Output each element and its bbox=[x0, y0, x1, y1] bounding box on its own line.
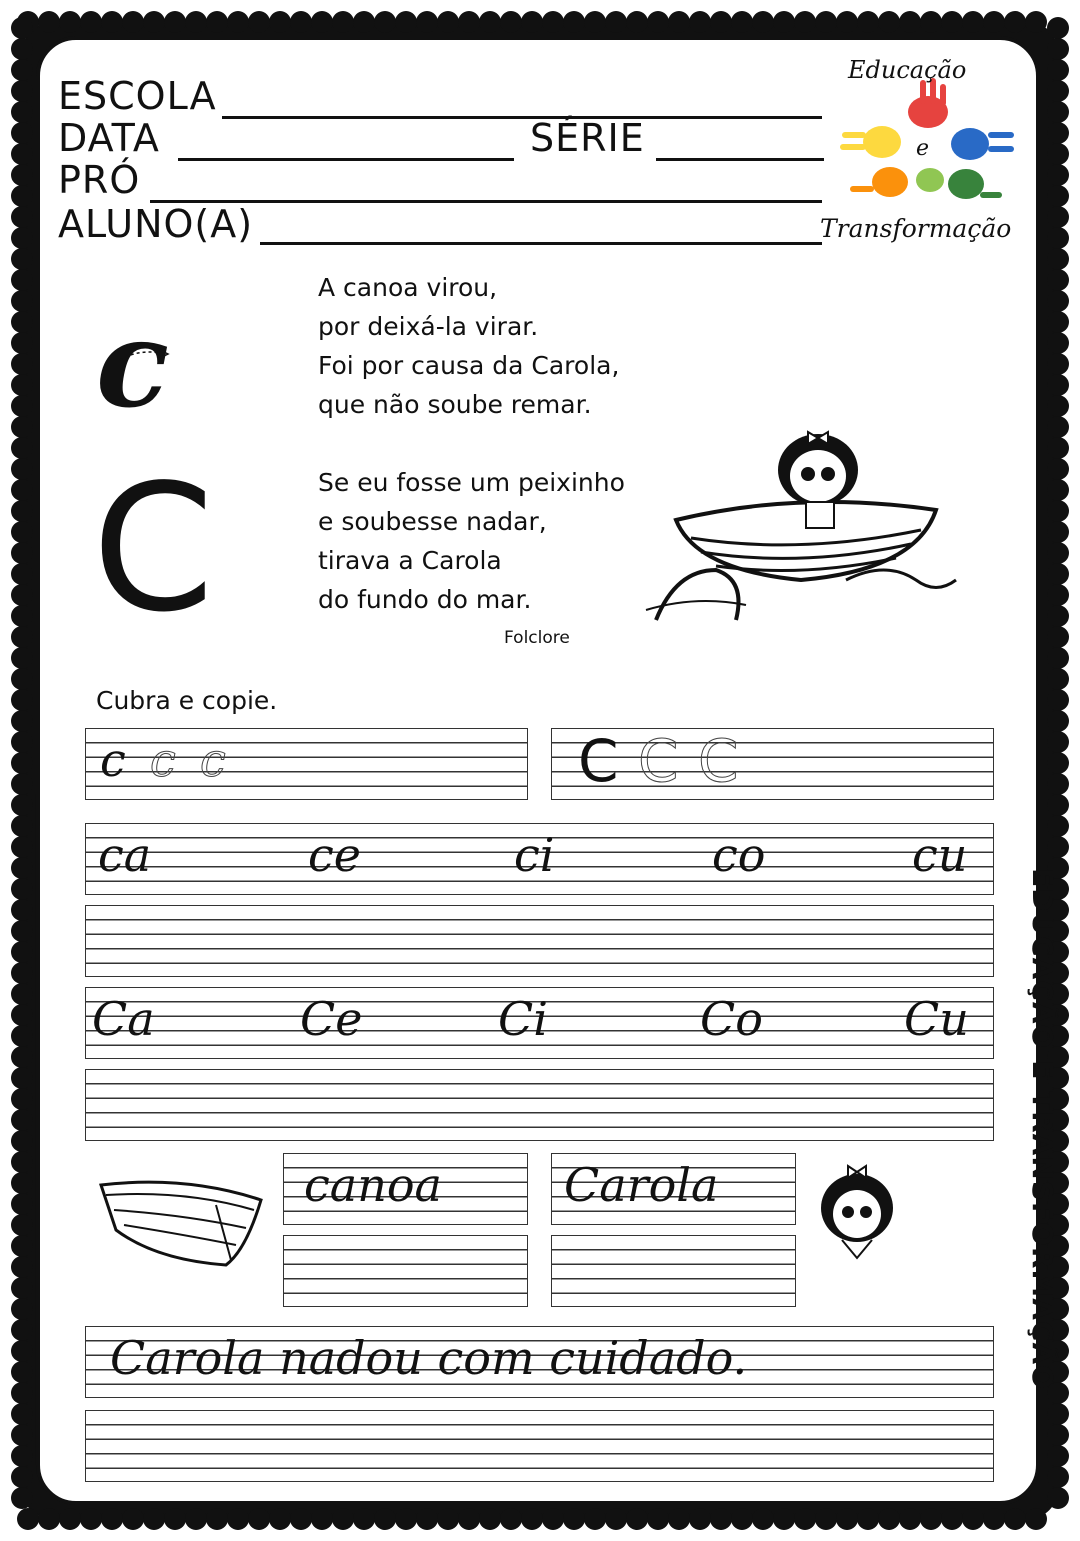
trace-dotted: c bbox=[150, 733, 176, 787]
syllable: ca bbox=[98, 828, 152, 882]
syllable: ci bbox=[514, 828, 555, 882]
syllable: cu bbox=[912, 828, 968, 882]
poem-line: Se eu fosse um peixinho bbox=[318, 468, 625, 497]
poem-line: por deixá-la virar. bbox=[318, 312, 539, 341]
data-field[interactable] bbox=[178, 128, 514, 161]
serie-field[interactable] bbox=[656, 128, 824, 161]
poem-line: que não soube remar. bbox=[318, 390, 592, 419]
logo bbox=[820, 52, 1035, 252]
poem-line: A canoa virou, bbox=[318, 273, 498, 302]
escola-field[interactable] bbox=[222, 86, 822, 119]
syllable: Co bbox=[700, 992, 763, 1046]
poem-line: Foi por causa da Carola, bbox=[318, 351, 620, 380]
word-sample: canoa bbox=[304, 1158, 442, 1212]
word-sample: Carola bbox=[564, 1158, 719, 1212]
copy-lines[interactable] bbox=[283, 1235, 528, 1307]
escola-label: ESCOLA bbox=[58, 74, 217, 118]
aluno-field[interactable] bbox=[260, 212, 822, 245]
trace-dotted: c bbox=[200, 733, 226, 787]
copy-lines[interactable] bbox=[85, 905, 994, 977]
syllable: ce bbox=[308, 828, 361, 882]
instruction: Cubra e copie. bbox=[96, 686, 278, 715]
cursive-c-letter: c bbox=[96, 294, 170, 435]
copy-lines[interactable] bbox=[551, 1235, 796, 1307]
print-c-letter: C bbox=[92, 448, 215, 651]
aluno-label: ALUNO(A) bbox=[58, 202, 254, 246]
syllable: Ca bbox=[92, 992, 155, 1046]
logo-line3: Transformação bbox=[820, 214, 1012, 243]
syllable: Ci bbox=[498, 992, 548, 1046]
syllables-upper-row[interactable] bbox=[85, 987, 994, 1059]
girl-in-canoe-illustration bbox=[636, 420, 966, 635]
trace-sample: C bbox=[578, 727, 619, 795]
logo-line2: e bbox=[916, 136, 930, 161]
serie-label: SÉRIE bbox=[530, 116, 645, 160]
stroke-arrow-icon bbox=[110, 340, 200, 430]
syllable: co bbox=[712, 828, 766, 882]
copy-lines[interactable] bbox=[85, 1069, 994, 1141]
girl-face-icon bbox=[812, 1158, 902, 1268]
canoe-icon bbox=[96, 1170, 266, 1270]
poem-line: do fundo do mar. bbox=[318, 585, 532, 614]
poem bbox=[318, 268, 658, 619]
word-box-canoa[interactable] bbox=[283, 1153, 528, 1225]
pro-label: PRÓ bbox=[58, 158, 141, 202]
sidebar-watermark: EDUCAÇÃO E TRANSFORMAÇÃO bbox=[1026, 868, 1059, 1390]
trace-dotted: C bbox=[698, 727, 739, 795]
syllable: Ce bbox=[300, 992, 363, 1046]
data-label: DATA bbox=[58, 116, 160, 160]
poem-line: tirava a Carola bbox=[318, 546, 502, 575]
pro-field[interactable] bbox=[150, 170, 822, 203]
trace-box-lower-c[interactable] bbox=[85, 728, 528, 800]
trace-dotted: C bbox=[638, 727, 679, 795]
syllables-lower-row[interactable] bbox=[85, 823, 994, 895]
trace-box-upper-c[interactable] bbox=[551, 728, 994, 800]
syllable: Cu bbox=[904, 992, 969, 1046]
trace-sample: c bbox=[100, 733, 126, 787]
poem-line: e soubesse nadar, bbox=[318, 507, 547, 536]
word-box-carola[interactable] bbox=[551, 1153, 796, 1225]
sentence-row[interactable] bbox=[85, 1326, 994, 1398]
sentence-sample: Carola nadou com cuidado. bbox=[110, 1331, 748, 1385]
logo-line1: Educação bbox=[848, 56, 967, 84]
poem-source: Folclore bbox=[504, 628, 570, 648]
copy-lines[interactable] bbox=[85, 1410, 994, 1482]
poem-blank-line bbox=[318, 424, 658, 463]
